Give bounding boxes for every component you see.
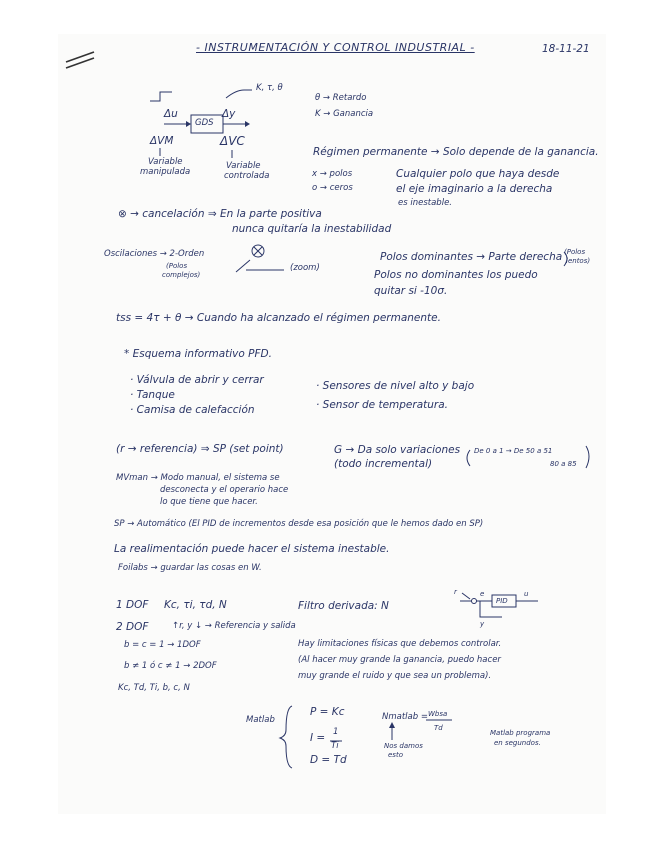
vc-desc-2: controlada bbox=[224, 171, 270, 181]
matlab-n-num: Wbsa bbox=[428, 710, 448, 718]
legend-k: K → Ganancia bbox=[315, 109, 374, 119]
cancellation-line-2: nunca quitaría la inestabilidad bbox=[232, 223, 392, 235]
automatic-mode-note: SP → Automático (El PID de incrementos desde esa posición que le hemos dado en SP) bbox=[114, 519, 484, 529]
matlab-label: Matlab bbox=[246, 715, 275, 725]
incremental-example-2: 80 a 85 bbox=[550, 460, 577, 468]
limitations-line-1: Hay limitaciones físicas que debemos controlar. bbox=[298, 639, 502, 649]
pfd-item: · Sensor de temperatura. bbox=[316, 399, 449, 411]
matlab-brace bbox=[280, 706, 292, 768]
matlab-p: P = Kc bbox=[310, 706, 345, 718]
matlab-side-note-1: Matlab programa bbox=[490, 729, 551, 737]
matlab-d: D = Td bbox=[310, 754, 347, 766]
pid-input-arrow bbox=[462, 593, 470, 599]
pid-diagram-r: r bbox=[454, 588, 457, 596]
matlab-side-note-2: en segundos. bbox=[494, 739, 541, 747]
example-bracket-right bbox=[586, 446, 589, 468]
incremental-line-2: (todo incremental) bbox=[334, 458, 433, 470]
pfd-heading: * Esquema informativo PFD. bbox=[124, 348, 272, 360]
slow-poles-note-1: (Polos bbox=[564, 248, 586, 256]
matlab-n-den: Td bbox=[434, 724, 443, 732]
pid-diagram-y: y bbox=[480, 620, 485, 628]
manual-mode-line-1: MVman → Modo manual, el sistema se bbox=[116, 473, 280, 483]
pfd-item: · Válvula de abrir y cerrar bbox=[130, 374, 264, 386]
oscillations-line-3: complejos) bbox=[162, 271, 201, 279]
zoom-label: (zoom) bbox=[290, 263, 320, 273]
all-parameters: Kc, Td, Ti, b, c, N bbox=[118, 683, 190, 693]
matlab-i-num: 1 bbox=[333, 727, 339, 737]
vc-desc-1: Variable bbox=[226, 161, 261, 171]
instability-note-3: es inestable. bbox=[398, 198, 452, 208]
regimen-note: Régimen permanente → Solo depende de la ganancia. bbox=[313, 146, 599, 158]
poles-legend: x → polos bbox=[312, 169, 353, 179]
pid-diagram-label: PID bbox=[496, 597, 508, 605]
feedback-instability-note: La realimentación puede hacer el sistema inestable. bbox=[114, 543, 390, 555]
step-response-sketch bbox=[226, 90, 252, 98]
vm-desc-2: manipulada bbox=[140, 167, 191, 177]
pid-diagram-e: e bbox=[480, 590, 485, 598]
legend-theta: θ → Retardo bbox=[315, 93, 367, 103]
pfd-item: · Tanque bbox=[130, 389, 175, 401]
pfd-item: · Camisa de calefacción bbox=[130, 404, 255, 416]
cancellation-line-1: ⊗ → cancelación ⇒ En la parte positiva bbox=[118, 208, 322, 220]
dominant-poles: Polos dominantes → Parte derecha bbox=[380, 251, 563, 263]
output-label: Δy bbox=[222, 108, 236, 120]
oscillations-line-2: (Polos bbox=[166, 262, 188, 270]
limitations-line-2: (Al hacer muy grande la ganancia, puedo hacer bbox=[298, 655, 501, 665]
instability-note-1: Cualquier polo que haya desde bbox=[396, 168, 560, 180]
manual-mode-line-3: lo que tiene que hacer. bbox=[160, 497, 258, 507]
arrow-note-1: Nos damos bbox=[384, 742, 423, 750]
binding-mark bbox=[66, 52, 94, 62]
pid-sum-junction bbox=[472, 599, 477, 604]
matlab-n-lhs: Nmatlab = bbox=[382, 712, 428, 722]
vm-label: ΔVM bbox=[150, 135, 174, 147]
zeros-legend: o → ceros bbox=[312, 183, 353, 193]
gds-block-label: GDS bbox=[195, 118, 214, 128]
pfd-item: · Sensores de nivel alto y bajo bbox=[316, 380, 475, 392]
two-dof-condition: b ≠ 1 ó c ≠ 1 → 2DOF bbox=[124, 661, 217, 671]
settling-time-note: tss = 4τ + θ → Cuando ha alcanzado el régimen permanente. bbox=[116, 312, 441, 324]
output-arrow-head bbox=[245, 121, 250, 127]
input-arrow-head bbox=[186, 121, 191, 127]
incremental-example-1: De 0 a 1 → De 50 a 51 bbox=[474, 447, 553, 455]
system-params: K, τ, θ bbox=[256, 83, 283, 93]
limitations-line-3: muy grande el ruido y que sea un problema). bbox=[298, 671, 492, 681]
one-dof-params: Kc, τi, τd, N bbox=[164, 599, 227, 611]
input-label: Δu bbox=[164, 108, 178, 120]
instability-note-2: el eje imaginario a la derecha bbox=[396, 183, 553, 195]
example-bracket-left bbox=[467, 450, 470, 466]
arrow-note-2: esto bbox=[388, 751, 403, 759]
derivative-filter: Filtro derivada: N bbox=[298, 600, 389, 612]
one-dof-label: 1 DOF bbox=[116, 599, 149, 611]
matlab-i-lhs: I = bbox=[310, 732, 326, 744]
page-date: 18-11-21 bbox=[542, 43, 590, 55]
setpoint-line: (r → referencia) ⇒ SP (set point) bbox=[116, 443, 284, 455]
page-title: - INSTRUMENTACIÓN Y CONTROL INDUSTRIAL - bbox=[196, 41, 475, 54]
incremental-line-1: G → Da solo variaciones bbox=[334, 444, 461, 456]
note-up-arrow-head bbox=[389, 722, 395, 728]
non-dominant-poles-2: quitar si -10σ. bbox=[374, 285, 448, 297]
oscillations-line-1: Oscilaciones → 2-Orden bbox=[104, 249, 205, 259]
foilabs-note: Foilabs → guardar las cosas en W. bbox=[118, 563, 262, 573]
two-dof-label: 2 DOF bbox=[116, 621, 149, 633]
step-input-sketch bbox=[150, 92, 172, 101]
two-dof-params: ↑r, y ↓ → Referencia y salida bbox=[172, 621, 296, 631]
matlab-i-den: Ti bbox=[331, 741, 339, 751]
one-dof-condition: b = c = 1 → 1DOF bbox=[124, 640, 201, 650]
binding-mark bbox=[66, 58, 94, 68]
non-dominant-poles-1: Polos no dominantes los puedo bbox=[374, 269, 538, 281]
pid-diagram-u: u bbox=[524, 590, 529, 598]
manual-mode-line-2: desconecta y el operario hace bbox=[160, 485, 289, 495]
vm-desc-1: Variable bbox=[148, 157, 183, 167]
vc-label: ΔVC bbox=[220, 134, 245, 148]
slow-poles-note-2: lentos) bbox=[566, 257, 591, 265]
